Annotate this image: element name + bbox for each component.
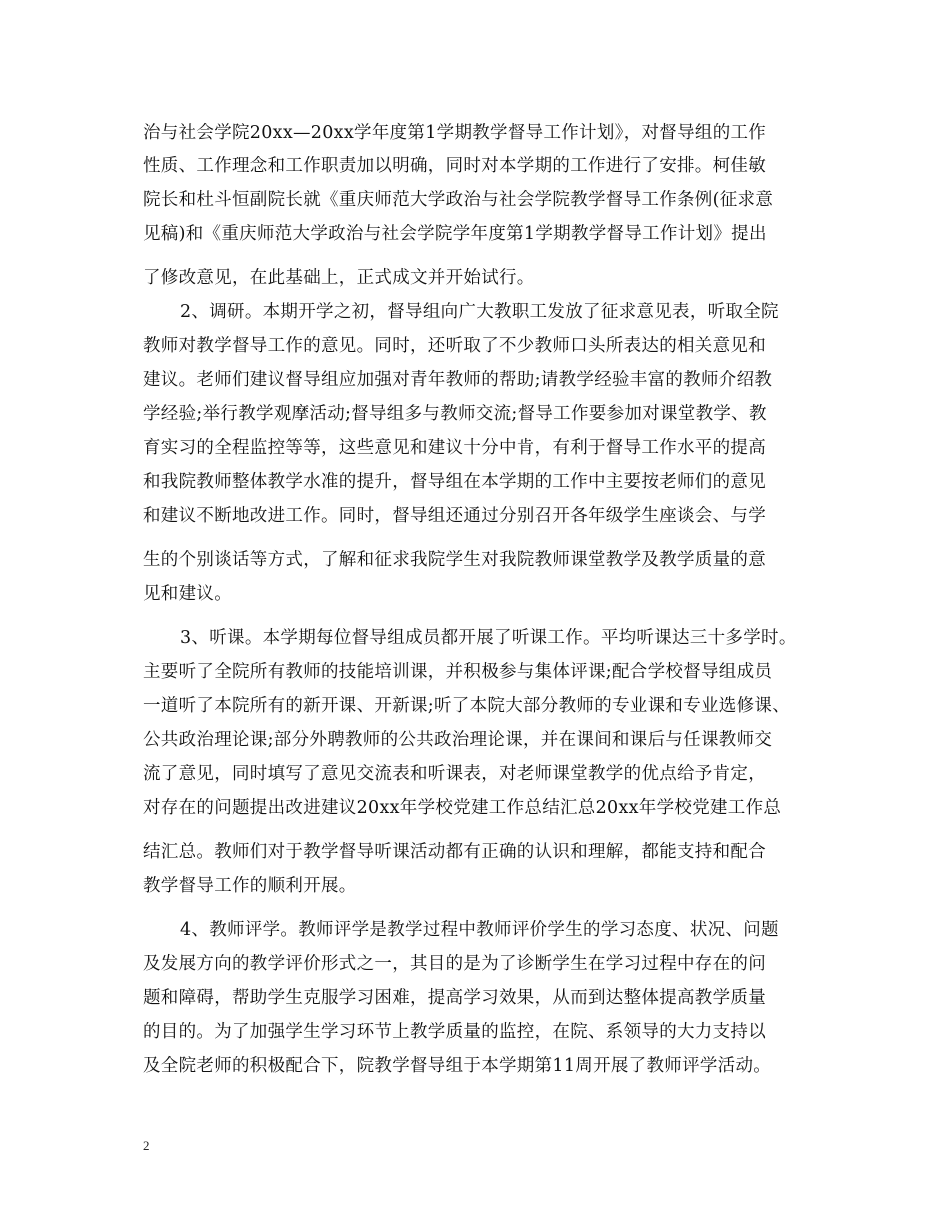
text-line: 对存在的问题提出改进建议20xx年学校党建工作总结汇总20xx年学校党建工作总: [143, 798, 782, 818]
text-line: 学经验;举行教学观摩活动;督导组多与教师交流;督导工作要参加对课堂教学、教: [143, 404, 767, 424]
text-line: 教学督导工作的顺利开展。: [143, 876, 357, 896]
text-line: 性质、工作理念和工作职责加以明确，同时对本学期的工作进行了安排。柯佳敏: [143, 156, 766, 176]
paragraph-4-first-line: 4、教师评学。教师评学是教学过程中教师评价学生的学习态度、状况、问题: [180, 920, 779, 940]
text-line: 育实习的全程监控等等，这些意见和建议十分中肯，有利于督导工作水平的提高: [143, 438, 766, 458]
page-number: 2: [143, 1138, 150, 1153]
text-line: 建议。老师们建议督导组应加强对青年教师的帮助;请教学经验丰富的教师介绍教: [143, 370, 773, 390]
text-line: 见稿)和《重庆师范大学政治与社会学院学年度第1学期教学督导工作计划》提出: [143, 224, 767, 244]
text-line: 题和障碍，帮助学生克服学习困难，提高学习效果，从而到达整体提高教学质量: [143, 988, 766, 1008]
text-line: 治与社会学院20xx—20xx学年度第1学期教学督导工作计划》，对督导组的工作: [143, 123, 767, 143]
text-line: 及全院老师的积极配合下，院教学督导组于本学期第11周开展了教师评学活动。: [143, 1056, 772, 1076]
text-line: 生的个别谈话等方式，了解和征求我院学生对我院教师课堂教学及教学质量的意: [143, 550, 766, 570]
text-line: 结汇总。教师们对于教学督导听课活动都有正确的认识和理解，都能支持和配合: [143, 842, 766, 862]
text-line: 见和建议。: [143, 584, 232, 604]
text-line: 的目的。为了加强学生学习环节上教学质量的监控，在院、系领导的大力支持以: [143, 1022, 766, 1042]
text-line: 公共政治理论课;部分外聘教师的公共政治理论课，并在课间和课后与任课教师交: [143, 730, 773, 750]
text-line: 了修改意见，在此基础上，正式成文并开始试行。: [143, 268, 535, 288]
paragraph-3-first-line: 3、听课。本学期每位督导组成员都开展了听课工作。平均听课达三十多学时。: [180, 628, 797, 648]
text-line: 一道听了本院所有的新开课、开新课;听了本院大部分教师的专业课和专业选修课、: [143, 696, 790, 716]
text-line: 和我院教师整体教学水准的提升，督导组在本学期的工作中主要按老师们的意见: [143, 472, 766, 492]
text-line: 院长和杜斗恒副院长就《重庆师范大学政治与社会学院教学督导工作条例(征求意: [143, 190, 774, 210]
text-line: 主要听了全院所有教师的技能培训课，并积极参与集体评课;配合学校督导组成员: [143, 662, 773, 682]
text-line: 及发展方向的教学评价形式之一，其目的是为了诊断学生在学习过程中存在的问: [143, 954, 766, 974]
text-line: 流了意见，同时填写了意见交流表和听课表，对老师课堂教学的优点给予肯定，: [143, 764, 766, 784]
paragraph-2-first-line: 2、调研。本期开学之初，督导组向广大教职工发放了征求意见表，听取全院: [180, 302, 779, 322]
text-line: 和建议不断地改进工作。同时，督导组还通过分别召开各年级学生座谈会、与学: [143, 506, 766, 526]
text-line: 教师对教学督导工作的意见。同时，还听取了不少教师口头所表达的相关意见和: [143, 336, 766, 356]
